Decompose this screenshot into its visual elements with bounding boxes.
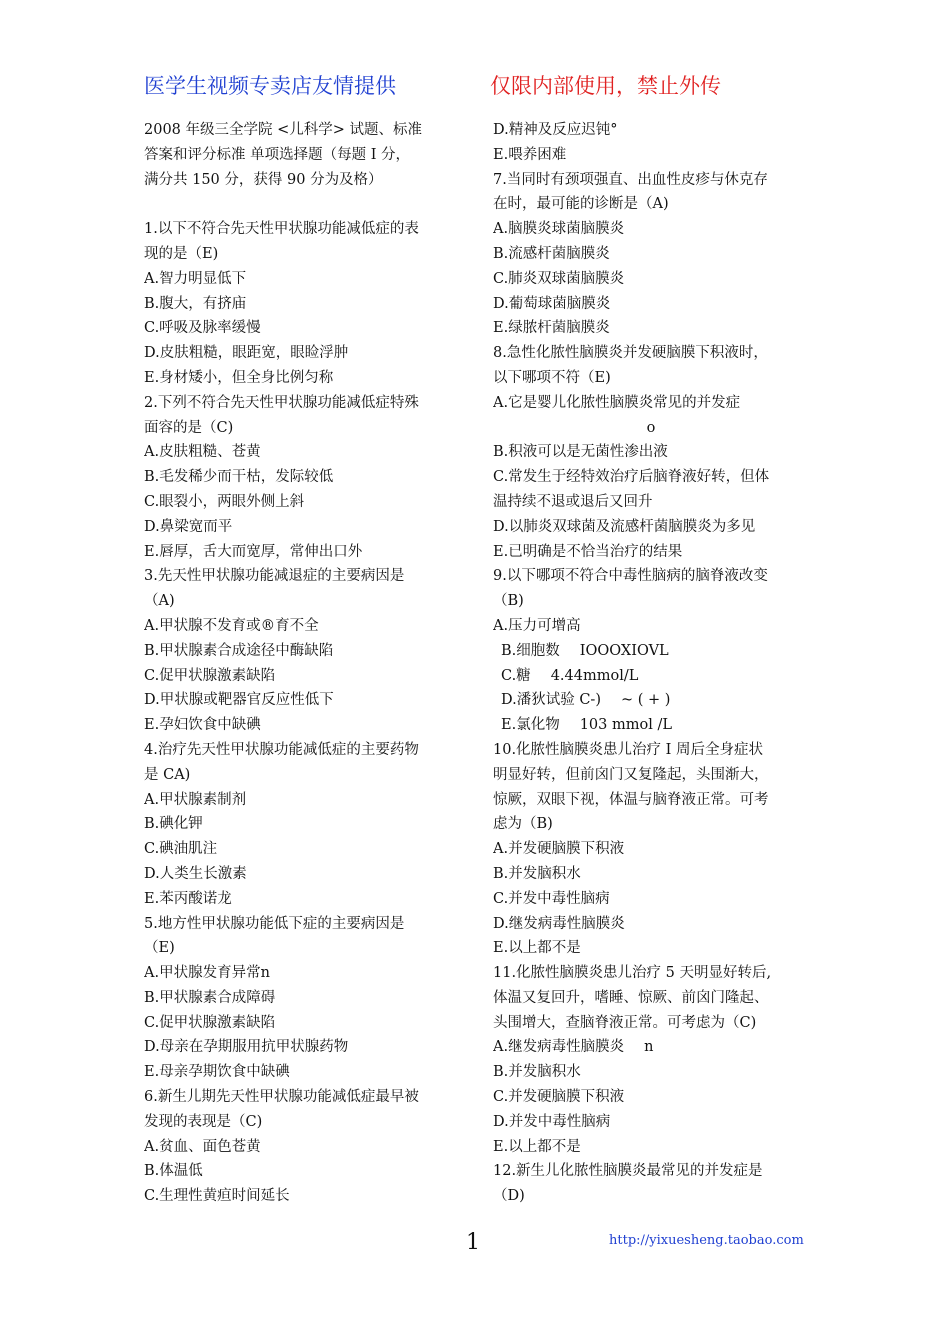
- text-line: 8.急性化脓性脑膜炎并发硬脑膜下积液时，: [493, 345, 768, 362]
- text-line: D.鼻梁宽而平: [144, 518, 233, 535]
- text-line: E.绿脓杆菌脑膜炎: [493, 320, 610, 337]
- text-line: 2008 年级三全学院 <儿科学> 试题、标准: [144, 122, 423, 138]
- text-line: 以下哪项不符（E): [493, 369, 611, 386]
- text-line: A.贫血、面色苍黄: [144, 1138, 261, 1155]
- text-line: （D): [493, 1188, 525, 1205]
- text-line: A.甲状腺素制剂: [144, 791, 247, 808]
- text-line: C.常发生于经特效治疗后脑脊液好转，但体: [493, 469, 770, 486]
- text-line: C.并发硬脑膜下积液: [493, 1089, 625, 1106]
- text-line: 头围增大，查脑脊液正常。可考虑为（C): [493, 1014, 757, 1031]
- header-right: 仅限内部使用，禁止外传: [490, 74, 721, 98]
- text-line: E.孕妇饮食中缺碘: [144, 717, 261, 734]
- text-line: D.皮肤粗糙，眼距宽，眼睑浮肿: [144, 345, 349, 362]
- right-column: [493, 118, 809, 1209]
- text-line: 是 CA): [144, 766, 191, 783]
- text-line: C.呼吸及脉率缓慢: [144, 320, 261, 337]
- text-line: D.精神及反应迟钝°: [493, 122, 618, 138]
- text-line: （E): [144, 940, 175, 957]
- csf-value: 4.44mmol/L: [550, 667, 639, 684]
- text-line: B.积液可以是无菌性渗出液: [493, 444, 668, 461]
- text-line: B.流感杆菌脑膜炎: [493, 245, 610, 262]
- text-line: A.甲状腺发育异常n: [144, 965, 270, 982]
- csf-value: 103 mmol /L: [579, 717, 672, 734]
- csf-label: D.潘狄试验 C-): [501, 692, 601, 709]
- text-line: A.压力可增高: [493, 617, 581, 634]
- text-line: 满分共 150 分，获得 90 分为及格）: [144, 171, 383, 188]
- text-line: B.体温低: [144, 1163, 203, 1180]
- text-line: B.甲状腺素合成途径中酶缺陷: [144, 642, 334, 659]
- blank-line: [144, 192, 462, 217]
- text-line: （B): [493, 593, 524, 610]
- text-line: E.苯丙酸诺龙: [144, 890, 232, 907]
- text-line: [493, 1035, 809, 1060]
- option-text: A.继发病毒性脑膜炎: [493, 1039, 625, 1056]
- text-line: 2.下列不符合先天性甲状腺功能减低症特殊: [144, 394, 419, 411]
- text-line: 4.治疗先天性甲状腺功能减低症的主要药物: [144, 741, 419, 758]
- text-line: 1.以下不符合先天性甲状腺功能减低症的表: [144, 221, 419, 238]
- text-line: E.已明确是不恰当治疗的结果: [493, 543, 683, 560]
- text-line: 面容的是（C): [144, 419, 234, 436]
- text-line: C.肺炎双球菌脑膜炎: [493, 270, 625, 287]
- text-line: 发现的表现是（C): [144, 1113, 263, 1130]
- text-line: B.甲状腺素合成障碍: [144, 989, 276, 1006]
- text-line: 在时，最可能的诊断是（A): [493, 196, 669, 213]
- text-line: E.身材矮小，但全身比例匀称: [144, 369, 334, 386]
- text-line: A.皮肤粗糙、苍黄: [144, 444, 261, 461]
- text-line: 体温又复回升，嗜睡、惊厥、前囟门隆起、: [493, 989, 769, 1006]
- text-line: 6.新生儿期先天性甲状腺功能减低症最早被: [144, 1089, 419, 1106]
- text-line: 7.当同时有颈项强直、出血性皮疹与休克存: [493, 171, 768, 188]
- stray-mark: o: [646, 419, 656, 436]
- text-line: E.以上都不是: [493, 1138, 581, 1155]
- text-line: B.毛发稀少而干枯，发际较低: [144, 469, 334, 486]
- csf-label: B.细胞数: [501, 642, 560, 659]
- stray-mark: n: [644, 1039, 654, 1056]
- text-line: B.腹大，有挤庙: [144, 295, 247, 312]
- text-line: C.眼裂小，两眼外侧上斜: [144, 493, 305, 510]
- page-number: 1: [466, 1230, 480, 1255]
- csf-value: ~ ( + ): [620, 692, 671, 709]
- text-line: C.并发中毒性脑病: [493, 890, 610, 907]
- text-line: C.促甲状腺激素缺陷: [144, 667, 276, 684]
- text-line: 答案和评分标准 单项选择题（每题 I 分，: [144, 146, 411, 163]
- text-line: 虑为（B): [493, 816, 553, 833]
- text-line: 温持续不退或退后又回升: [493, 493, 653, 510]
- text-line: 10.化脓性脑膜炎患儿治疗 I 周后全身症状: [493, 741, 764, 758]
- text-line: E.喂养困难: [493, 146, 567, 163]
- text-line: C.碘油肌注: [144, 841, 218, 858]
- text-line: B.并发脑积水: [493, 1064, 581, 1081]
- text-line: D.人类生长激素: [144, 865, 247, 882]
- text-line: D.以肺炎双球菌及流感杆菌脑膜炎为多见: [493, 518, 756, 535]
- text-line: E.以上都不是: [493, 940, 581, 957]
- text-line: 惊厥，双眼下视，体温与脑脊液正常。可考: [493, 791, 769, 808]
- text-line: A.并发硬脑膜下积液: [493, 841, 625, 858]
- text-line: A.它是婴儿化脓性脑膜炎常见的并发症: [493, 394, 741, 411]
- csf-value: IOOOXIOVL: [579, 642, 669, 659]
- csf-label: C.糖: [501, 667, 531, 684]
- csf-row: [493, 639, 809, 664]
- text-line: D.并发中毒性脑病: [493, 1113, 611, 1130]
- text-line: C.生理性黄疸时间延长: [144, 1188, 290, 1205]
- text-line: 12.新生儿化脓性脑膜炎最常见的并发症是: [493, 1163, 763, 1180]
- text-line: A.甲状腺不发育或®育不全: [144, 617, 319, 634]
- text-line: 5.地方性甲状腺功能低下症的主要病因是: [144, 915, 405, 932]
- text-line: E.母亲孕期饮食中缺碘: [144, 1064, 290, 1081]
- text-line: C.促甲状腺激素缺陷: [144, 1014, 276, 1031]
- text-line: （A): [144, 593, 175, 610]
- csf-label: E.氯化物: [501, 717, 560, 734]
- text-line: 3.先天性甲状腺功能减退症的主要病因是: [144, 568, 405, 585]
- text-line: 11.化脓性脑膜炎患儿治疗 5 天明显好转后,: [493, 965, 772, 982]
- text-line: B.碘化钾: [144, 816, 203, 833]
- csf-row: [493, 713, 809, 738]
- text-line: E.唇厚，舌大而宽厚，常伸出口外: [144, 543, 363, 560]
- csf-row: [493, 688, 809, 713]
- text-line: 现的是（E): [144, 245, 219, 262]
- text-line: 明显好转，但前囟门又复隆起，头围渐大，: [493, 766, 769, 783]
- text-line: A.脑膜炎球菌脑膜炎: [493, 221, 625, 238]
- header-left: 医学生视频专卖店友情提供: [144, 74, 396, 98]
- text-line: B.并发脑积水: [493, 865, 581, 882]
- left-column: [144, 118, 462, 1209]
- text-line: D.葡萄球菌脑膜炎: [493, 295, 611, 312]
- text-line: D.甲状腺或靶器官反应性低下: [144, 692, 334, 709]
- text-line: A.智力明显低下: [144, 270, 247, 287]
- text-line: 9.以下哪项不符合中毒性脑病的脑脊液改变: [493, 568, 768, 585]
- footer-url: http://yixuesheng.taobao.com: [609, 1233, 804, 1248]
- text-line: D.母亲在孕期服用抗甲状腺药物: [144, 1039, 349, 1056]
- csf-row: [493, 664, 809, 689]
- text-line: D.继发病毒性脑膜炎: [493, 915, 625, 932]
